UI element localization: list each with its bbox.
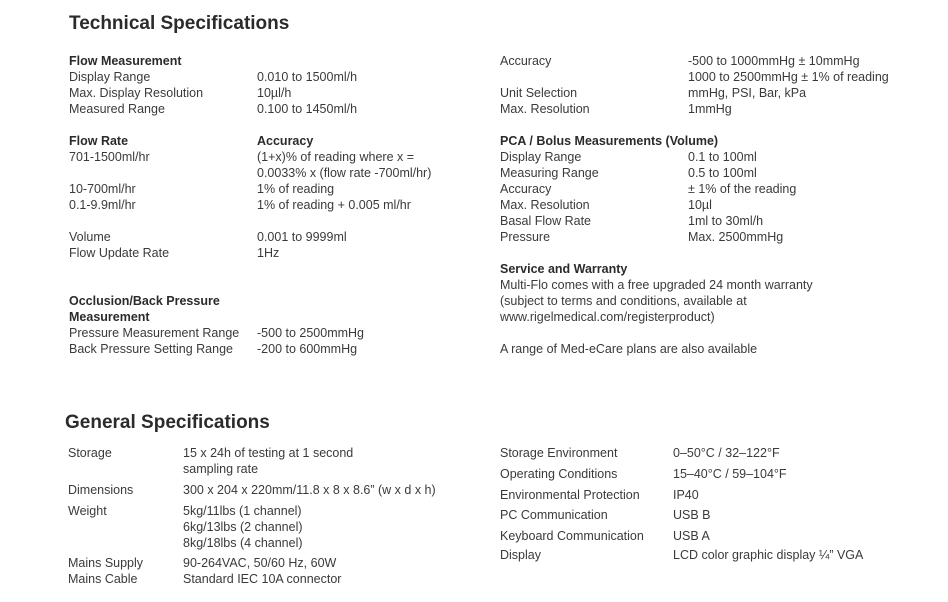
mains-supply-label: Mains Supply — [68, 556, 144, 570]
occlusion-heading: Occlusion/Back Pressure — [69, 294, 220, 308]
service-line: Multi-Flo comes with a free upgraded 24 month warranty — [500, 278, 813, 292]
spec-value: mmHg, PSI, Bar, kPa — [688, 86, 807, 100]
spec-value: USB A — [673, 529, 710, 543]
spec-value: 0.010 to 1500ml/h — [257, 70, 358, 84]
spec-value: 1% of reading — [257, 182, 335, 196]
spec-value: 0.1 to 100ml — [688, 150, 757, 164]
spec-label: Pressure — [500, 230, 551, 244]
weight-value: 5kg/11lbs (1 channel) — [183, 504, 302, 518]
spec-label: Pressure Measurement Range — [69, 326, 240, 340]
spec-label: Display Range — [500, 150, 582, 164]
spec-value: 10µl — [688, 198, 712, 212]
spec-label: Accuracy — [500, 182, 552, 196]
spec-label: Keyboard Communication — [500, 529, 644, 543]
service-heading: Service and Warranty — [500, 262, 628, 276]
spec-value: 15–40°C / 59–104°F — [673, 467, 787, 481]
mains-cable-label: Mains Cable — [68, 572, 138, 586]
volume-value: 0.001 to 9999ml — [257, 230, 347, 244]
spec-label: Max. Display Resolution — [69, 86, 204, 100]
spec-value: LCD color graphic display ¼” VGA — [673, 548, 864, 562]
spec-label: 10-700ml/hr — [69, 182, 136, 196]
spec-value: 1ml to 30ml/h — [688, 214, 764, 228]
accuracy-heading: Accuracy — [257, 134, 314, 148]
volume-label: Volume — [69, 230, 111, 244]
spec-value: 0.0033% x (flow rate -700ml/hr) — [257, 166, 432, 180]
spec-value: IP40 — [673, 488, 699, 502]
spec-label: Display — [500, 548, 541, 562]
med-ecare-note: A range of Med-eCare plans are also available — [500, 342, 758, 356]
flow-update-label: Flow Update Rate — [69, 246, 170, 260]
spec-value: 10µl/h — [257, 86, 292, 100]
mains-supply-value: 90-264VAC, 50/60 Hz, 60W — [183, 556, 337, 570]
spec-value: USB B — [673, 508, 711, 522]
weight-value: 8kg/18lbs (4 channel) — [183, 536, 303, 550]
spec-value: 0.100 to 1450ml/h — [257, 102, 358, 116]
spec-value: Max. 2500mmHg — [688, 230, 784, 244]
spec-label: Environmental Protection — [500, 488, 640, 502]
flow-rate-heading: Flow Rate — [69, 134, 129, 148]
spec-label: Basal Flow Rate — [500, 214, 592, 228]
spec-label: Display Range — [69, 70, 151, 84]
flow-update-value: 1Hz — [257, 246, 280, 260]
spec-label: PC Communication — [500, 508, 608, 522]
weight-label: Weight — [68, 504, 107, 518]
mains-cable-value: Standard IEC 10A connector — [183, 572, 342, 586]
flow-measurement-heading: Flow Measurement — [69, 54, 182, 68]
storage-label: Storage — [68, 446, 112, 460]
storage-value-line2: sampling rate — [183, 462, 259, 476]
general-specifications-title: General Specifications — [65, 412, 270, 433]
technical-specifications-title: Technical Specifications — [69, 13, 290, 34]
pressure-accuracy-value: -500 to 1000mmHg ± 10mmHg — [688, 54, 860, 68]
spec-value: 1% of reading + 0.005 ml/hr — [257, 198, 411, 212]
occlusion-heading-line2: Measurement — [69, 310, 150, 324]
spec-label: Unit Selection — [500, 86, 578, 100]
pressure-accuracy-label: Accuracy — [500, 54, 552, 68]
dimensions-label: Dimensions — [68, 483, 134, 497]
spec-label: Max. Resolution — [500, 102, 590, 116]
spec-value: -500 to 2500mmHg — [257, 326, 365, 340]
spec-value: 0–50°C / 32–122°F — [673, 446, 780, 460]
spec-label: 0.1-9.9ml/hr — [69, 198, 136, 212]
dimensions-value: 300 x 204 x 220mm/11.8 x 8 x 8.6” (w x d x h) — [183, 483, 436, 497]
spec-label: Max. Resolution — [500, 198, 590, 212]
pressure-accuracy-value-line2: 1000 to 2500mmHg ± 1% of reading — [688, 70, 889, 84]
spec-label: Back Pressure Setting Range — [69, 342, 233, 356]
spec-label: 701-1500ml/hr — [69, 150, 150, 164]
spec-label: Storage Environment — [500, 446, 618, 460]
spec-label: Measured Range — [69, 102, 165, 116]
pca-heading: PCA / Bolus Measurements (Volume) — [500, 134, 719, 148]
spec-label: Operating Conditions — [500, 467, 618, 481]
spec-value: -200 to 600mmHg — [257, 342, 358, 356]
storage-value: 15 x 24h of testing at 1 second — [183, 446, 354, 460]
spec-value: (1+x)% of reading where x = — [257, 150, 415, 164]
service-line: (subject to terms and conditions, available at — [500, 294, 747, 308]
spec-value: 1mmHg — [688, 102, 732, 116]
spec-value: 0.5 to 100ml — [688, 166, 757, 180]
service-link: www.rigelmedical.com/registerproduct) — [500, 310, 715, 324]
weight-value: 6kg/13lbs (2 channel) — [183, 520, 303, 534]
spec-label: Measuring Range — [500, 166, 599, 180]
spec-value: ± 1% of the reading — [688, 182, 797, 196]
